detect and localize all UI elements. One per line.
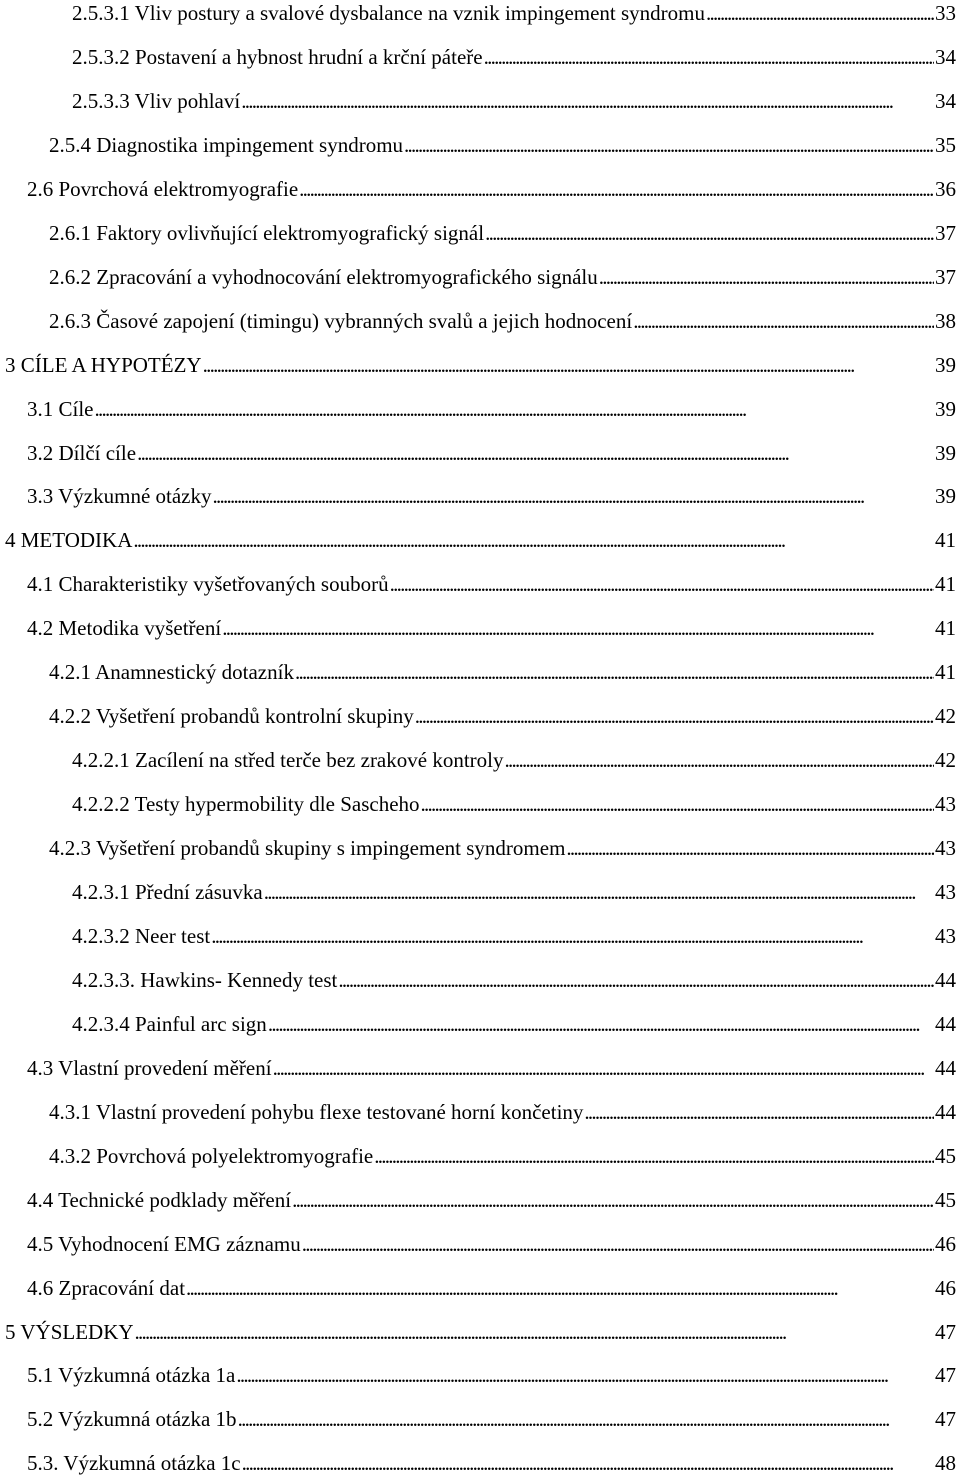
toc-entry-title: 3 CÍLE A HYPOTÉZY xyxy=(5,352,202,377)
toc-entry-title: 2.5.4 Diagnostika impingement syndromu xyxy=(49,132,404,157)
toc-entry-page: 39 xyxy=(935,440,956,465)
dot-leader xyxy=(213,481,935,511)
toc-entry-page: 39 xyxy=(935,396,956,421)
toc-entry-page: 37 xyxy=(935,264,956,289)
dot-leader xyxy=(186,1273,934,1303)
toc-entry[interactable] xyxy=(0,1141,960,1171)
toc-entry-page: 47 xyxy=(935,1363,956,1388)
dot-leader xyxy=(504,745,934,775)
toc-entry[interactable] xyxy=(0,394,960,424)
dot-leader xyxy=(95,394,935,424)
dot-leader xyxy=(338,965,934,995)
toc-entry-title: 5 VÝSLEDKY xyxy=(5,1319,134,1344)
toc-entry-page: 34 xyxy=(935,88,956,113)
toc-entry-page: 37 xyxy=(935,220,956,245)
toc-entry-title: 4.2.1 Anamnestický dotazník xyxy=(49,660,294,685)
toc-entry-title: 4.1 Charakteristiky vyšetřovaných souborů xyxy=(27,572,389,597)
toc-entry[interactable] xyxy=(0,174,960,204)
dot-leader xyxy=(264,877,934,907)
toc-entry-title: 5.2 Výzkumná otázka 1b xyxy=(27,1407,237,1432)
toc-entry[interactable] xyxy=(0,1053,960,1083)
toc-entry-title: 4.2.3.1 Přední zásuvka xyxy=(72,880,263,904)
toc-entry-title: 2.5.3.3 Vliv pohlaví xyxy=(72,88,241,113)
dot-leader xyxy=(295,657,934,687)
toc-entry-page: 43 xyxy=(935,880,956,904)
toc-entry-page: 47 xyxy=(935,1407,956,1432)
toc-entry-page: 48 xyxy=(935,1451,956,1476)
toc-entry[interactable] xyxy=(0,1404,960,1434)
dot-leader xyxy=(485,218,934,248)
toc-entry-page: 44 xyxy=(935,1099,956,1124)
toc-entry[interactable] xyxy=(0,1317,960,1347)
toc-entry[interactable] xyxy=(0,1185,960,1215)
toc-entry-page: 42 xyxy=(935,748,956,773)
toc-entry[interactable] xyxy=(0,218,960,248)
toc-entry-title: 4.2.3 Vyšetření probandů skupiny s impingement syndromem xyxy=(49,836,566,861)
toc-entry[interactable] xyxy=(0,481,960,511)
toc-entry[interactable] xyxy=(0,1448,960,1478)
toc-entry[interactable] xyxy=(0,569,960,599)
dot-leader xyxy=(566,833,934,863)
dot-leader xyxy=(599,262,934,292)
toc-entry[interactable] xyxy=(0,86,960,116)
toc-entry-title: 4 METODIKA xyxy=(5,528,133,553)
dot-leader xyxy=(268,1009,934,1039)
toc-entry-title: 5.1 Výzkumná otázka 1a xyxy=(27,1363,236,1388)
toc-entry-page: 46 xyxy=(935,1231,956,1256)
toc-entry-page: 43 xyxy=(935,923,956,948)
toc-entry[interactable] xyxy=(0,701,960,731)
dot-leader xyxy=(241,86,934,116)
toc-entry-title: 4.2 Metodika vyšetření xyxy=(27,616,222,641)
toc-entry-title: 4.3.2 Povrchová polyelektromyografie xyxy=(49,1143,374,1168)
dot-leader xyxy=(584,1097,934,1127)
toc-entry-page: 42 xyxy=(935,704,956,729)
toc-entry-title: 3.3 Výzkumné otázky xyxy=(27,484,212,509)
dot-leader xyxy=(390,569,934,599)
toc-entry[interactable] xyxy=(0,1360,960,1390)
toc-entry-title: 2.6.1 Faktory ovlivňující elektromyografický signál xyxy=(49,220,485,245)
toc-entry-title: 4.2.2.1 Zacílení na střed terče bez zrakové kontroly xyxy=(72,748,504,773)
toc-entry-title: 4.3.1 Vlastní provedení pohybu flexe testované horní končetiny xyxy=(49,1099,584,1124)
toc-entry-page: 43 xyxy=(935,836,956,861)
toc-entry-page: 43 xyxy=(935,792,956,817)
toc-entry-page: 33 xyxy=(935,1,956,25)
toc-entry[interactable] xyxy=(0,306,960,336)
dot-leader xyxy=(137,438,934,468)
toc-entry-page: 46 xyxy=(935,1275,956,1300)
toc-entry-title: 4.3 Vlastní provedení měření xyxy=(27,1055,272,1080)
dot-leader xyxy=(421,789,934,819)
dot-leader xyxy=(211,921,934,951)
dot-leader xyxy=(133,525,934,555)
toc-entry-title: 2.6.3 Časové zapojení (timingu) vybranných svalů a jejich hodnocení xyxy=(49,308,633,333)
toc-entry-title: 4.6 Zpracování dat xyxy=(27,1275,186,1300)
dot-leader xyxy=(302,1229,934,1259)
toc-entry[interactable] xyxy=(0,657,960,687)
toc-entry-page: 45 xyxy=(935,1187,956,1212)
toc-entry-title: 2.6.2 Zpracování a vyhodnocování elektromyografického signálu xyxy=(49,264,598,289)
toc-entry-title: 4.2.3.4 Painful arc sign xyxy=(72,1011,267,1036)
toc-entry-title: 4.5 Vyhodnocení EMG záznamu xyxy=(27,1231,301,1256)
toc-entry[interactable] xyxy=(0,921,960,951)
toc-entry-title: 2.6 Povrchová elektromyografie xyxy=(27,176,299,201)
toc-entry-page: 45 xyxy=(935,1143,956,1168)
toc-entry-page: 44 xyxy=(935,1055,956,1080)
toc-entry[interactable] xyxy=(0,262,960,292)
dot-leader xyxy=(236,1360,934,1390)
toc-entry-page: 35 xyxy=(935,132,956,157)
toc-entry[interactable] xyxy=(0,350,960,380)
toc-entry-title: 2.5.3.1 Vliv postury a svalové dysbalance na vznik impingement syndromu xyxy=(72,1,706,25)
toc-entry-title: 5.3. Výzkumná otázka 1c xyxy=(27,1451,241,1476)
toc-entry-title: 4.2.3.2 Neer test xyxy=(72,923,211,948)
toc-entry-page: 47 xyxy=(935,1319,956,1344)
toc-entry-page: 36 xyxy=(935,176,956,201)
toc-entry[interactable] xyxy=(0,745,960,775)
toc-entry-title: 4.4 Technické podklady měření xyxy=(27,1187,292,1212)
toc-entry[interactable] xyxy=(0,1273,960,1303)
toc-entry[interactable] xyxy=(0,1229,960,1259)
toc-entry-title: 4.2.3.3. Hawkins- Kennedy test xyxy=(72,967,338,992)
dot-leader xyxy=(633,306,934,336)
toc-entry-page: 44 xyxy=(935,967,956,992)
dot-leader xyxy=(299,174,934,204)
toc-entry[interactable] xyxy=(0,613,960,643)
dot-leader xyxy=(242,1448,934,1478)
toc-entry[interactable] xyxy=(0,438,960,468)
toc-entry-page: 41 xyxy=(935,660,956,685)
toc-entry-title: 4.2.2.2 Testy hypermobility dle Sascheho xyxy=(72,792,420,817)
toc-entry-title: 4.2.2 Vyšetření probandů kontrolní skupiny xyxy=(49,704,414,729)
toc-entry-title: 3.1 Cíle xyxy=(27,396,94,421)
dot-leader xyxy=(404,130,934,160)
toc-entry[interactable] xyxy=(0,0,960,28)
toc-entry-page: 41 xyxy=(935,528,956,553)
toc-entry-page: 39 xyxy=(935,484,956,509)
dot-leader xyxy=(238,1404,934,1434)
toc-entry-page: 44 xyxy=(935,1011,956,1036)
dot-leader xyxy=(292,1185,934,1215)
toc-entry[interactable] xyxy=(0,789,960,819)
toc-entry[interactable] xyxy=(0,965,960,995)
toc-entry[interactable] xyxy=(0,525,960,555)
dot-leader xyxy=(374,1141,934,1171)
toc-entry-page: 38 xyxy=(935,308,956,333)
toc-entry[interactable] xyxy=(0,42,960,72)
dot-leader xyxy=(203,350,934,380)
toc-entry-page: 41 xyxy=(935,616,956,641)
toc-entry-title: 2.5.3.2 Postavení a hybnost hrudní a krční páteře xyxy=(72,44,483,69)
toc-entry-page: 34 xyxy=(935,44,956,69)
dot-leader xyxy=(273,1053,934,1083)
toc-entry[interactable] xyxy=(0,130,960,160)
toc-entry-page: 41 xyxy=(935,572,956,597)
toc-entry[interactable] xyxy=(0,1009,960,1039)
toc-entry[interactable] xyxy=(0,1097,960,1127)
dot-leader xyxy=(484,42,934,72)
dot-leader xyxy=(135,1317,934,1347)
toc-entry[interactable] xyxy=(0,833,960,863)
toc-entry-page: 39 xyxy=(935,352,956,377)
dot-leader xyxy=(706,0,934,28)
dot-leader xyxy=(415,701,934,731)
toc-entry-title: 3.2 Dílčí cíle xyxy=(27,440,137,465)
toc-entry[interactable] xyxy=(0,877,960,907)
dot-leader xyxy=(222,613,934,643)
